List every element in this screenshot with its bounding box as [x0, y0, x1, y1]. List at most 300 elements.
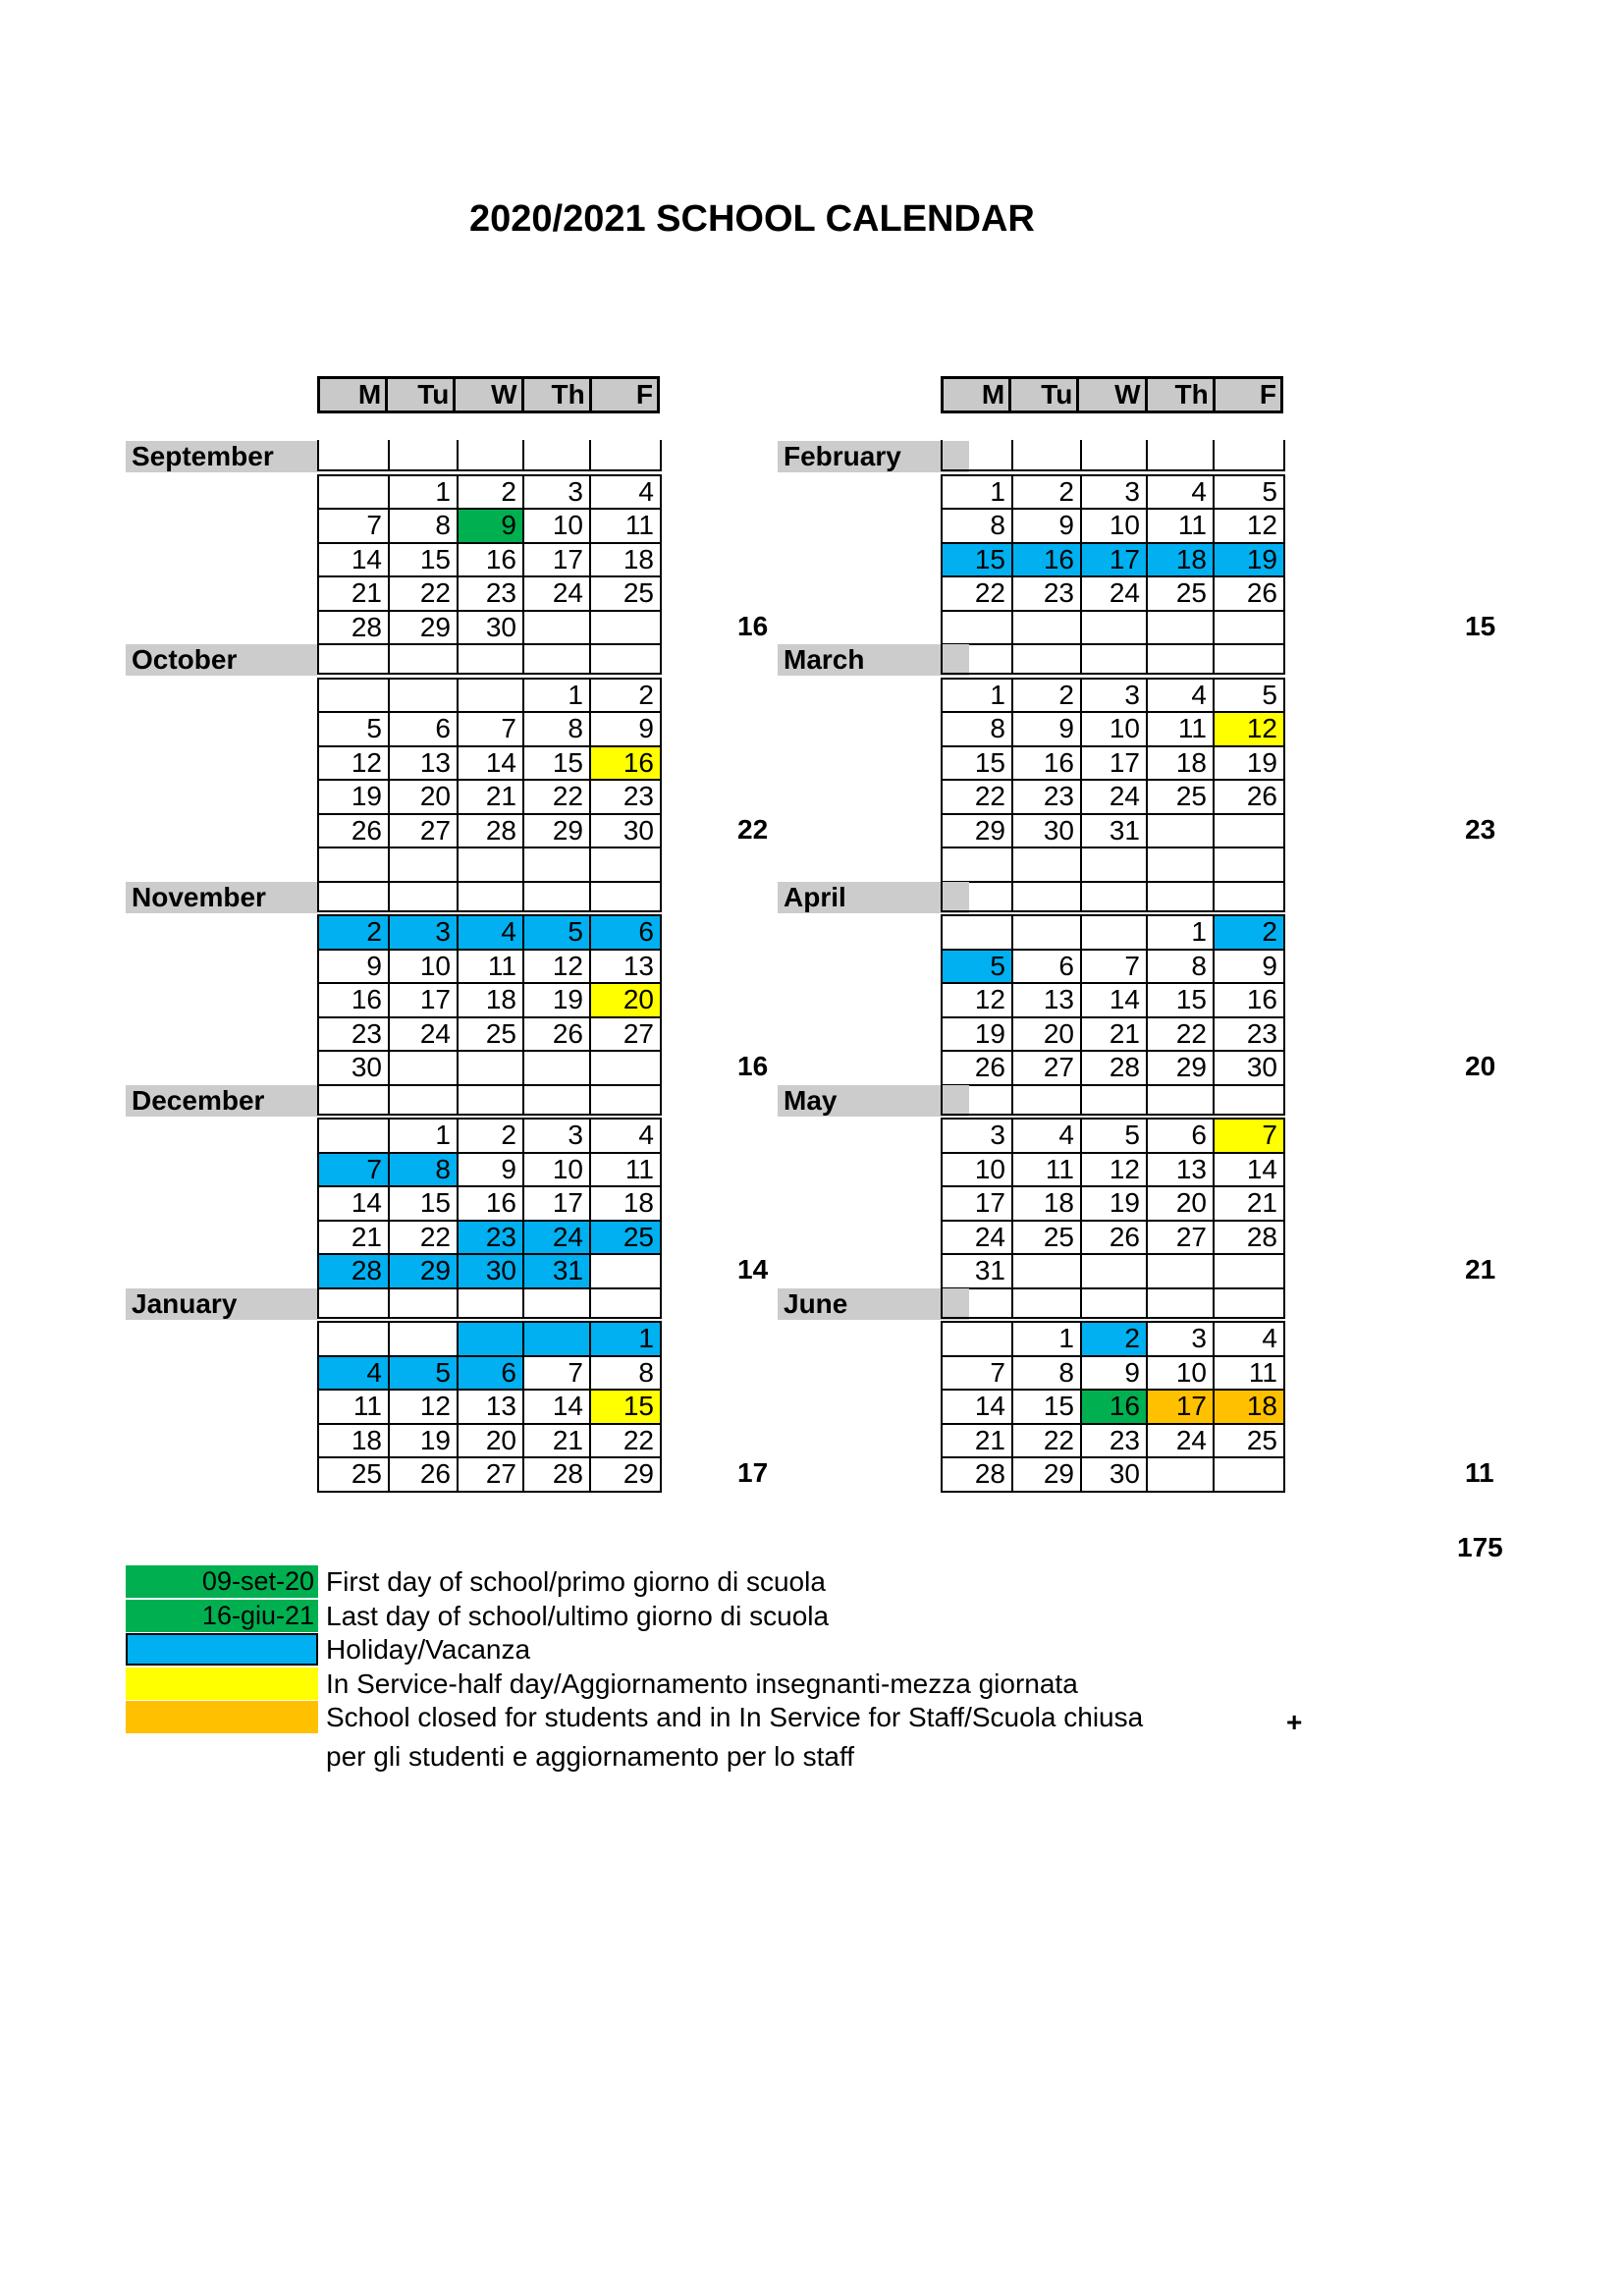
day-cell: [389, 1322, 458, 1356]
month-label: September: [126, 441, 317, 472]
legend-swatch: [126, 1701, 318, 1733]
month-grid: [941, 474, 1285, 646]
day-cell: 24: [1147, 1424, 1214, 1458]
day-cell: 7: [942, 1356, 1012, 1391]
day-cell: [318, 1322, 389, 1356]
week-row: [318, 475, 661, 510]
day-cell: [590, 1254, 661, 1288]
day-cell: 25: [458, 1017, 523, 1052]
day-cell: 7: [318, 1153, 389, 1187]
day-cell: 8: [389, 509, 458, 543]
week-row: [942, 1186, 1284, 1221]
day-cell: 26: [1081, 1221, 1147, 1255]
month-total: 20: [1465, 1051, 1496, 1081]
empty-cell: [389, 643, 458, 674]
day-cell: 21: [1214, 1186, 1284, 1221]
month-grid: [317, 1118, 662, 1289]
empty-cell: [1147, 1084, 1214, 1115]
weekday-cell: W: [1078, 378, 1146, 412]
day-cell: 24: [1081, 780, 1147, 814]
day-cell: [1147, 814, 1214, 848]
empty-cell: [1081, 1287, 1147, 1318]
day-cell: 23: [1214, 1017, 1284, 1052]
weekday-cell: M: [319, 378, 387, 412]
week-row: [318, 543, 661, 577]
day-cell: 19: [318, 780, 389, 814]
day-cell: 2: [1081, 1322, 1147, 1356]
day-cell: 30: [318, 1051, 389, 1085]
day-cell: 26: [942, 1051, 1012, 1085]
day-cell: 2: [1214, 915, 1284, 950]
day-cell: 17: [1081, 543, 1147, 577]
day-cell: 4: [1147, 475, 1214, 510]
empty-cell: [1012, 1287, 1081, 1318]
empty-cell: [1081, 1084, 1147, 1115]
day-cell: 5: [942, 950, 1012, 984]
week-row: [318, 1186, 661, 1221]
day-cell: 16: [590, 746, 661, 781]
day-cell: [1147, 1254, 1214, 1288]
week-row: [942, 1017, 1284, 1052]
day-cell: 4: [1214, 1322, 1284, 1356]
day-cell: 10: [1081, 509, 1147, 543]
day-cell: 22: [1012, 1424, 1081, 1458]
day-cell: 19: [942, 1017, 1012, 1052]
day-cell: 25: [1147, 576, 1214, 611]
week-row: [942, 746, 1284, 781]
day-cell: 11: [1147, 712, 1214, 746]
empty-cell: [1214, 881, 1284, 911]
day-cell: 2: [1012, 475, 1081, 510]
day-cell: [1012, 611, 1081, 645]
day-cell: 30: [1081, 1457, 1147, 1492]
day-cell: [942, 611, 1012, 645]
week-row: [942, 950, 1284, 984]
day-cell: 8: [389, 1153, 458, 1187]
month-label: June: [778, 1288, 969, 1320]
day-cell: [1147, 611, 1214, 645]
day-cell: 1: [523, 679, 590, 713]
week-row: [318, 1356, 661, 1391]
day-cell: 20: [590, 983, 661, 1017]
day-cell: 28: [318, 1254, 389, 1288]
day-cell: 10: [942, 1153, 1012, 1187]
legend-plus: +: [1286, 1707, 1303, 1737]
month-total: 16: [737, 610, 769, 641]
week-row: [942, 983, 1284, 1017]
day-cell: 23: [590, 780, 661, 814]
week-row: [318, 1119, 661, 1153]
day-cell: 11: [1214, 1356, 1284, 1391]
day-cell: 7: [1214, 1119, 1284, 1153]
month-label: March: [778, 644, 969, 676]
day-cell: 4: [1012, 1119, 1081, 1153]
week-row: [942, 509, 1284, 543]
day-cell: 27: [389, 814, 458, 848]
day-cell: 16: [318, 983, 389, 1017]
day-cell: 1: [1147, 915, 1214, 950]
month-label: May: [778, 1085, 969, 1117]
day-cell: 20: [458, 1424, 523, 1458]
day-cell: [318, 847, 389, 882]
day-cell: 14: [942, 1390, 1012, 1424]
week-row: [318, 576, 661, 611]
day-cell: 14: [318, 1186, 389, 1221]
day-cell: 8: [523, 712, 590, 746]
weekday-header-left: [317, 376, 660, 413]
day-cell: [458, 1051, 523, 1085]
day-cell: 28: [1214, 1221, 1284, 1255]
day-cell: 1: [389, 1119, 458, 1153]
month-grid: [941, 1118, 1285, 1289]
day-cell: 18: [590, 1186, 661, 1221]
day-cell: 21: [458, 780, 523, 814]
week-row: [942, 780, 1284, 814]
empty-cell: [523, 440, 590, 470]
legend-swatch: 16-giu-21: [126, 1600, 318, 1632]
day-cell: 4: [318, 1356, 389, 1391]
empty-cell: [458, 440, 523, 470]
weekday-cell: Tu: [387, 378, 455, 412]
week-row: [318, 746, 661, 781]
day-cell: 10: [389, 950, 458, 984]
empty-cell: [389, 1084, 458, 1115]
day-cell: 5: [523, 915, 590, 950]
day-cell: 8: [590, 1356, 661, 1391]
day-cell: 17: [523, 543, 590, 577]
weekday-cell: F: [590, 378, 658, 412]
week-row: [942, 1254, 1284, 1288]
week-row: [318, 1254, 661, 1288]
day-cell: 3: [1081, 475, 1147, 510]
week-row: [318, 509, 661, 543]
day-cell: 11: [590, 1153, 661, 1187]
day-cell: 25: [1214, 1424, 1284, 1458]
day-cell: 9: [458, 509, 523, 543]
day-cell: 12: [1214, 712, 1284, 746]
empty-cell: [1214, 1287, 1284, 1318]
week-row: [942, 915, 1284, 950]
empty-cell: [458, 643, 523, 674]
day-cell: 29: [389, 1254, 458, 1288]
month-label: April: [778, 882, 969, 913]
day-cell: 9: [1214, 950, 1284, 984]
day-cell: 12: [942, 983, 1012, 1017]
month-label: February: [778, 441, 969, 472]
day-cell: 31: [942, 1254, 1012, 1288]
day-cell: 16: [1081, 1390, 1147, 1424]
month-grid: [941, 914, 1285, 1086]
day-cell: 30: [590, 814, 661, 848]
day-cell: 10: [523, 509, 590, 543]
day-cell: 9: [590, 712, 661, 746]
day-cell: 13: [590, 950, 661, 984]
month-label-grid-row: [941, 1287, 1285, 1319]
day-cell: 9: [318, 950, 389, 984]
day-cell: 14: [523, 1390, 590, 1424]
day-cell: 9: [1012, 509, 1081, 543]
month-total: 17: [737, 1457, 769, 1488]
month-label: November: [126, 882, 317, 913]
day-cell: 23: [1081, 1424, 1147, 1458]
day-cell: 25: [590, 1221, 661, 1255]
page-title: 2020/2021 SCHOOL CALENDAR: [469, 198, 1035, 240]
day-cell: [1012, 1254, 1081, 1288]
day-cell: [318, 475, 389, 510]
day-cell: 25: [1147, 780, 1214, 814]
month-total: 11: [1465, 1457, 1494, 1488]
legend-text: School closed for students and in In Service for Staff/Scuola chiusa: [326, 1702, 1144, 1732]
month-label: October: [126, 644, 317, 676]
week-row: [318, 1390, 661, 1424]
day-cell: 15: [389, 543, 458, 577]
day-cell: 28: [318, 611, 389, 645]
week-row: [942, 1356, 1284, 1391]
day-cell: 28: [523, 1457, 590, 1492]
day-cell: 28: [942, 1457, 1012, 1492]
day-cell: 10: [1147, 1356, 1214, 1391]
legend-swatch: [126, 1633, 318, 1666]
empty-cell: [523, 1084, 590, 1115]
empty-cell: [942, 881, 1012, 911]
month-label-grid-row: [317, 440, 662, 471]
day-cell: 7: [1081, 950, 1147, 984]
day-cell: 17: [523, 1186, 590, 1221]
week-row: [942, 1457, 1284, 1492]
day-cell: 2: [458, 1119, 523, 1153]
day-cell: 19: [389, 1424, 458, 1458]
day-cell: 17: [1081, 746, 1147, 781]
day-cell: 27: [590, 1017, 661, 1052]
day-cell: 22: [942, 780, 1012, 814]
day-cell: 19: [1214, 543, 1284, 577]
day-cell: 4: [590, 475, 661, 510]
day-cell: [1214, 847, 1284, 882]
empty-cell: [942, 440, 1012, 470]
day-cell: 7: [458, 712, 523, 746]
legend-swatch: [126, 1667, 318, 1700]
legend-text: In Service-half day/Aggiornamento insegnanti-mezza giornata: [326, 1667, 1078, 1699]
day-cell: 17: [389, 983, 458, 1017]
weekday-cell: Th: [522, 378, 590, 412]
day-cell: 6: [1147, 1119, 1214, 1153]
day-cell: 26: [1214, 780, 1284, 814]
week-row: [942, 679, 1284, 713]
day-cell: 16: [1214, 983, 1284, 1017]
empty-cell: [318, 440, 389, 470]
empty-cell: [1012, 1084, 1081, 1115]
day-cell: 6: [458, 1356, 523, 1391]
week-row: [942, 1424, 1284, 1458]
day-cell: 24: [942, 1221, 1012, 1255]
empty-cell: [1214, 643, 1284, 674]
legend-text: Holiday/Vacanza: [326, 1634, 531, 1665]
day-cell: 24: [523, 1221, 590, 1255]
month-grid: [317, 678, 662, 883]
day-cell: 2: [590, 679, 661, 713]
empty-cell: [389, 881, 458, 911]
day-cell: 26: [389, 1457, 458, 1492]
day-cell: [590, 611, 661, 645]
week-row: [318, 1424, 661, 1458]
empty-cell: [942, 1084, 1012, 1115]
month-label-grid-row: [941, 1084, 1285, 1116]
day-cell: 25: [1012, 1221, 1081, 1255]
day-cell: 14: [1214, 1153, 1284, 1187]
day-cell: 9: [458, 1153, 523, 1187]
week-row: [942, 1221, 1284, 1255]
day-cell: [389, 847, 458, 882]
week-row: [318, 611, 661, 645]
day-cell: 11: [590, 509, 661, 543]
day-cell: 1: [942, 475, 1012, 510]
day-cell: 14: [1081, 983, 1147, 1017]
day-cell: 11: [318, 1390, 389, 1424]
day-cell: 16: [1012, 746, 1081, 781]
day-cell: 20: [389, 780, 458, 814]
day-cell: 2: [458, 475, 523, 510]
empty-cell: [523, 643, 590, 674]
day-cell: [389, 679, 458, 713]
day-cell: 23: [458, 1221, 523, 1255]
week-row: [318, 679, 661, 713]
day-cell: [523, 611, 590, 645]
day-cell: 15: [590, 1390, 661, 1424]
day-cell: 17: [942, 1186, 1012, 1221]
day-cell: 5: [318, 712, 389, 746]
day-cell: [1081, 915, 1147, 950]
month-label-grid-row: [317, 881, 662, 912]
day-cell: 29: [1147, 1051, 1214, 1085]
day-cell: 21: [1081, 1017, 1147, 1052]
month-label: December: [126, 1085, 317, 1117]
month-total: 16: [737, 1051, 769, 1081]
day-cell: 12: [389, 1390, 458, 1424]
week-row: [318, 1017, 661, 1052]
day-cell: 3: [389, 915, 458, 950]
week-row: [318, 847, 661, 882]
day-cell: 29: [523, 814, 590, 848]
day-cell: 21: [942, 1424, 1012, 1458]
week-row: [942, 576, 1284, 611]
day-cell: 19: [1081, 1186, 1147, 1221]
week-row: [942, 847, 1284, 882]
day-cell: [318, 679, 389, 713]
day-cell: [942, 1322, 1012, 1356]
empty-cell: [590, 1287, 661, 1318]
empty-cell: [523, 1287, 590, 1318]
empty-cell: [318, 1084, 389, 1115]
weekday-cell: W: [455, 378, 522, 412]
empty-cell: [458, 1084, 523, 1115]
day-cell: 7: [523, 1356, 590, 1391]
week-row: [318, 1051, 661, 1085]
day-cell: 8: [942, 509, 1012, 543]
month-label: January: [126, 1288, 317, 1320]
week-row: [318, 780, 661, 814]
day-cell: 22: [389, 1221, 458, 1255]
day-cell: 13: [389, 746, 458, 781]
day-cell: 29: [1012, 1457, 1081, 1492]
day-cell: 12: [1214, 509, 1284, 543]
empty-cell: [942, 643, 1012, 674]
empty-cell: [1214, 440, 1284, 470]
day-cell: 24: [389, 1017, 458, 1052]
empty-cell: [1012, 440, 1081, 470]
day-cell: 27: [1147, 1221, 1214, 1255]
empty-cell: [590, 881, 661, 911]
day-cell: 18: [318, 1424, 389, 1458]
day-cell: 28: [1081, 1051, 1147, 1085]
month-label-grid-row: [317, 1084, 662, 1116]
day-cell: 21: [523, 1424, 590, 1458]
day-cell: 12: [318, 746, 389, 781]
day-cell: 26: [1214, 576, 1284, 611]
month-label-grid-row: [941, 881, 1285, 912]
empty-cell: [1012, 643, 1081, 674]
month-grid: [941, 678, 1285, 883]
week-row: [318, 1322, 661, 1356]
day-cell: 24: [1081, 576, 1147, 611]
legend-text-continuation: per gli studenti e aggiornamento per lo staff: [326, 1741, 855, 1772]
day-cell: 23: [458, 576, 523, 611]
day-cell: 5: [389, 1356, 458, 1391]
day-cell: 26: [523, 1017, 590, 1052]
day-cell: 9: [1012, 712, 1081, 746]
day-cell: [1081, 611, 1147, 645]
week-row: [318, 915, 661, 950]
day-cell: 14: [318, 543, 389, 577]
empty-cell: [1012, 881, 1081, 911]
day-cell: 12: [523, 950, 590, 984]
day-cell: 13: [1012, 983, 1081, 1017]
day-cell: 16: [458, 1186, 523, 1221]
day-cell: 21: [318, 576, 389, 611]
day-cell: 15: [523, 746, 590, 781]
day-cell: 1: [389, 475, 458, 510]
month-grid: [941, 1321, 1285, 1493]
day-cell: 30: [458, 611, 523, 645]
empty-cell: [590, 440, 661, 470]
day-cell: 4: [458, 915, 523, 950]
day-cell: 30: [1012, 814, 1081, 848]
week-row: [318, 1221, 661, 1255]
day-cell: 19: [1214, 746, 1284, 781]
month-total: 21: [1465, 1254, 1496, 1285]
day-cell: 4: [590, 1119, 661, 1153]
empty-cell: [318, 1287, 389, 1318]
day-cell: [1214, 1457, 1284, 1492]
day-cell: 29: [942, 814, 1012, 848]
day-cell: 5: [1214, 475, 1284, 510]
day-cell: 18: [1147, 746, 1214, 781]
day-cell: 22: [1147, 1017, 1214, 1052]
day-cell: 23: [1012, 576, 1081, 611]
day-cell: 11: [1147, 509, 1214, 543]
week-row: [942, 1119, 1284, 1153]
day-cell: 1: [1012, 1322, 1081, 1356]
day-cell: 22: [523, 780, 590, 814]
weekday-cell: Th: [1146, 378, 1214, 412]
day-cell: 10: [523, 1153, 590, 1187]
day-cell: 6: [590, 915, 661, 950]
day-cell: [458, 1322, 523, 1356]
month-total: 15: [1465, 610, 1496, 641]
legend-swatch: 09-set-20: [126, 1565, 318, 1598]
day-cell: [590, 847, 661, 882]
day-cell: 6: [389, 712, 458, 746]
day-cell: [942, 847, 1012, 882]
